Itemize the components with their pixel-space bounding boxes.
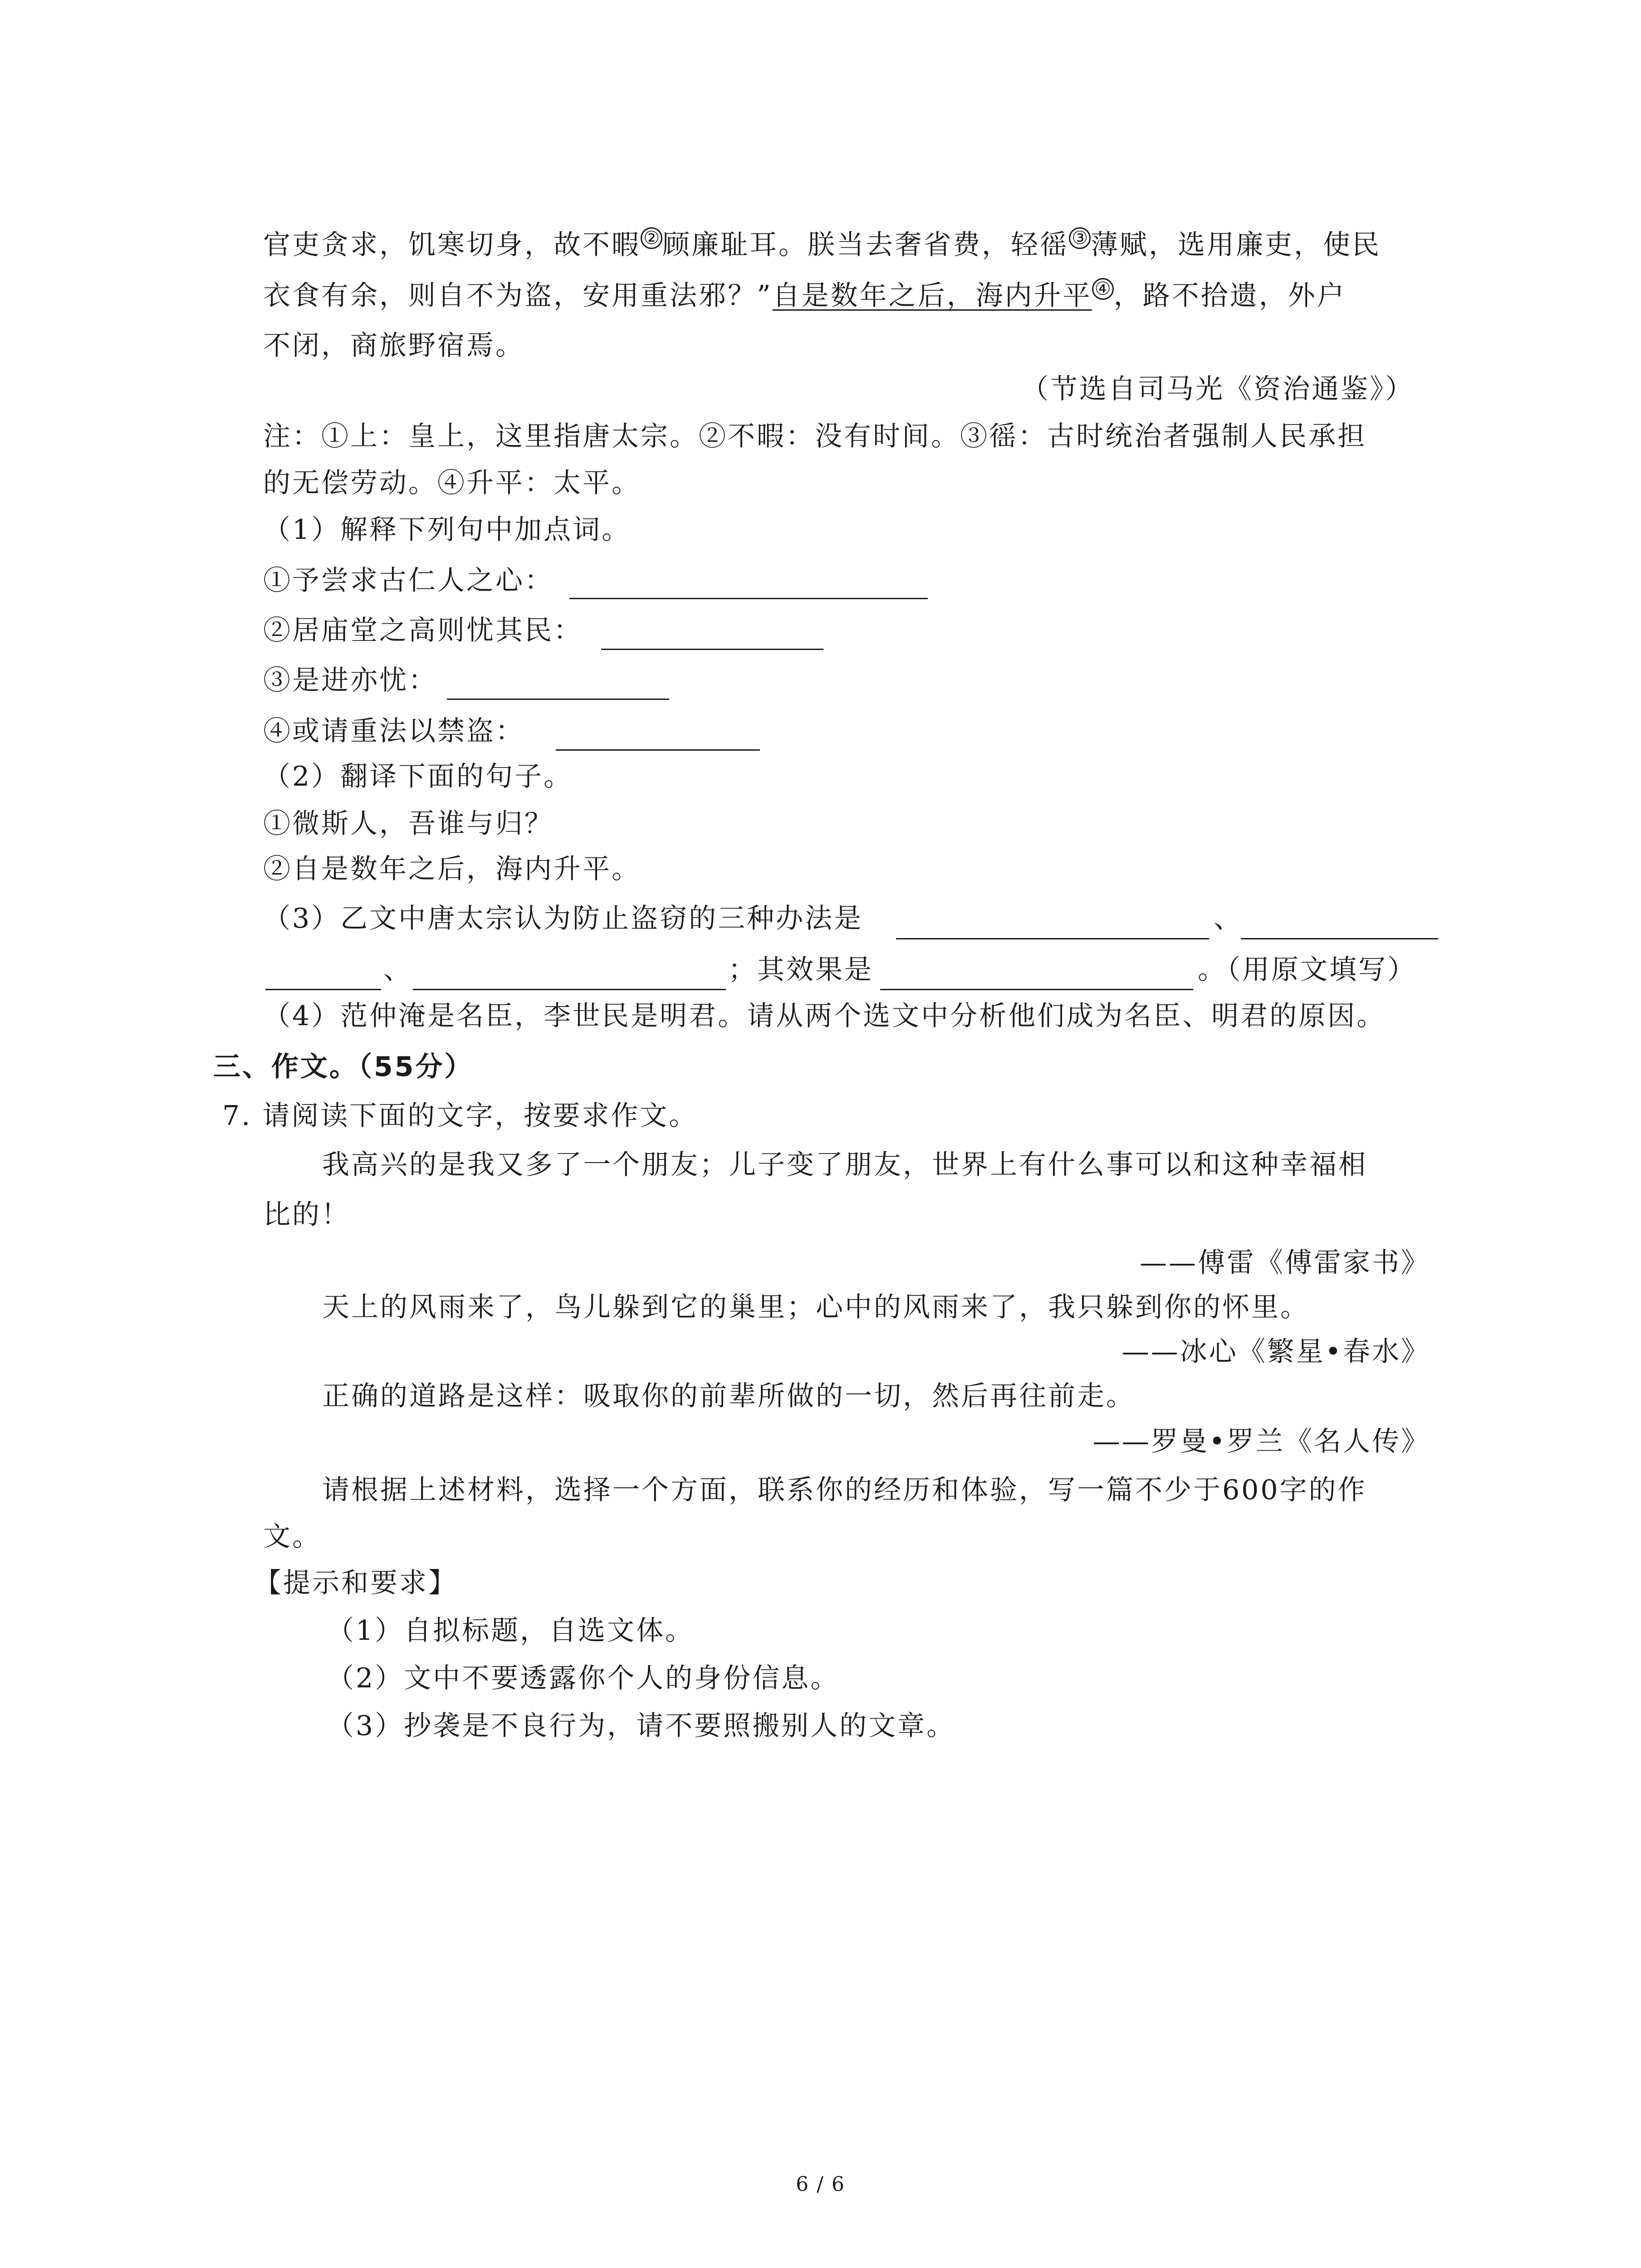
q3-text: （3）乙文中唐太宗认为防止盗窃的三种办法是	[263, 903, 863, 934]
hint-item: （3）抄袭是不良行为，请不要照搬别人的文章。	[327, 1710, 956, 1742]
answer-blank[interactable]	[896, 938, 1209, 939]
hint-title: 【提示和要求】	[254, 1567, 457, 1599]
q3-separator: 、	[383, 954, 412, 986]
answer-blank[interactable]	[413, 989, 726, 990]
quote-3: 正确的道路是这样：吸取你的前辈所做的一切，然后再往前走。	[322, 1380, 1135, 1412]
q3-text: ；其效果是	[728, 954, 873, 986]
passage-source: （节选自司马光《资治通鉴》）	[1021, 373, 1414, 405]
passage-line-2	[263, 278, 1346, 314]
passage-text: 官吏贪求，饥寒切身，故不暇	[263, 229, 641, 261]
quote-1-line-2: 比的！	[263, 1199, 350, 1231]
underlined-text: 自是数年之后，海内升平	[772, 280, 1092, 312]
notes-line-2: 的无偿劳动。④升平：太平。	[263, 467, 641, 499]
q2-item: ②自是数年之后，海内升平。	[263, 853, 641, 885]
footnote-marker: ②	[641, 227, 662, 249]
passage-text: 顾廉耻耳。朕当去奢省费，轻徭	[662, 229, 1069, 261]
q1-title: （1）解释下列句中加点词。	[263, 514, 631, 546]
passage-text: 薄赋，选用廉吏，使民	[1091, 229, 1381, 261]
answer-blank[interactable]	[569, 598, 928, 599]
q1-item: ④或请重法以禁盗：	[263, 715, 524, 747]
footnote-marker: ③	[1069, 227, 1091, 249]
quote-2: 天上的风雨来了，鸟儿躲到它的巢里；心中的风雨来了，我只躲到你的怀里。	[322, 1291, 1309, 1323]
hint-item: （2）文中不要透露你个人的身份信息。	[327, 1662, 840, 1694]
q3-text: 。（用原文填写）	[1198, 954, 1416, 986]
page-number: 6 / 6	[796, 2173, 845, 2196]
q3-line-1	[263, 900, 863, 937]
quote-1-line-1: 我高兴的是我又多了一个朋友；儿子变了朋友，世界上有什么事可以和这种幸福相	[322, 1149, 1367, 1181]
passage-text: 衣食有余，则自不为盗，安用重法邪？”	[263, 280, 773, 312]
footnote-marker: ④	[1092, 278, 1114, 300]
answer-blank[interactable]	[1241, 938, 1438, 939]
q2-item: ①微斯人，吾谁与归？	[263, 808, 554, 840]
answer-blank[interactable]	[880, 989, 1193, 990]
q2-title: （2）翻译下面的句子。	[263, 761, 573, 792]
answer-blank[interactable]	[265, 989, 381, 990]
passage-line-3: 不闭，商旅野宿焉。	[263, 330, 524, 362]
notes-line-1: 注：①上：皇上，这里指唐太宗。②不暇：没有时间。③徭：古时统治者强制人民承担	[263, 420, 1367, 452]
task-line-1: 请根据上述材料，选择一个方面，联系你的经历和体验，写一篇不少于600字的作	[322, 1474, 1367, 1506]
passage-line-1	[263, 227, 1381, 263]
q1-item: ②居庙堂之高则忧其民：	[263, 615, 583, 646]
quote-3-source: ——罗曼•罗兰《名人传》	[1092, 1426, 1430, 1457]
q1-item: ①予尝求古仁人之心：	[263, 565, 554, 596]
question-7: 7. 请阅读下面的文字，按要求作文。	[222, 1100, 698, 1132]
answer-blank[interactable]	[556, 749, 760, 751]
underlined-sentence	[773, 280, 1114, 312]
answer-blank[interactable]	[601, 649, 823, 650]
q3-separator: 、	[1214, 903, 1243, 934]
answer-blank[interactable]	[447, 699, 669, 700]
passage-text: ，路不拾遗，外户	[1113, 280, 1346, 312]
section-heading: 三、作文。（55分）	[213, 1051, 474, 1083]
q1-item: ③是进亦忧：	[263, 665, 437, 696]
quote-1-source: ——傅雷《傅雷家书》	[1140, 1247, 1430, 1279]
q4-text: （4）范仲淹是名臣，李世民是明君。请从两个选文中分析他们成为名臣、明君的原因。	[263, 1000, 1386, 1032]
quote-2-source: ——冰心《繁星•春水》	[1122, 1336, 1430, 1368]
hint-item: （1）自拟标题，自选文体。	[327, 1615, 695, 1647]
task-line-2: 文。	[263, 1521, 321, 1553]
